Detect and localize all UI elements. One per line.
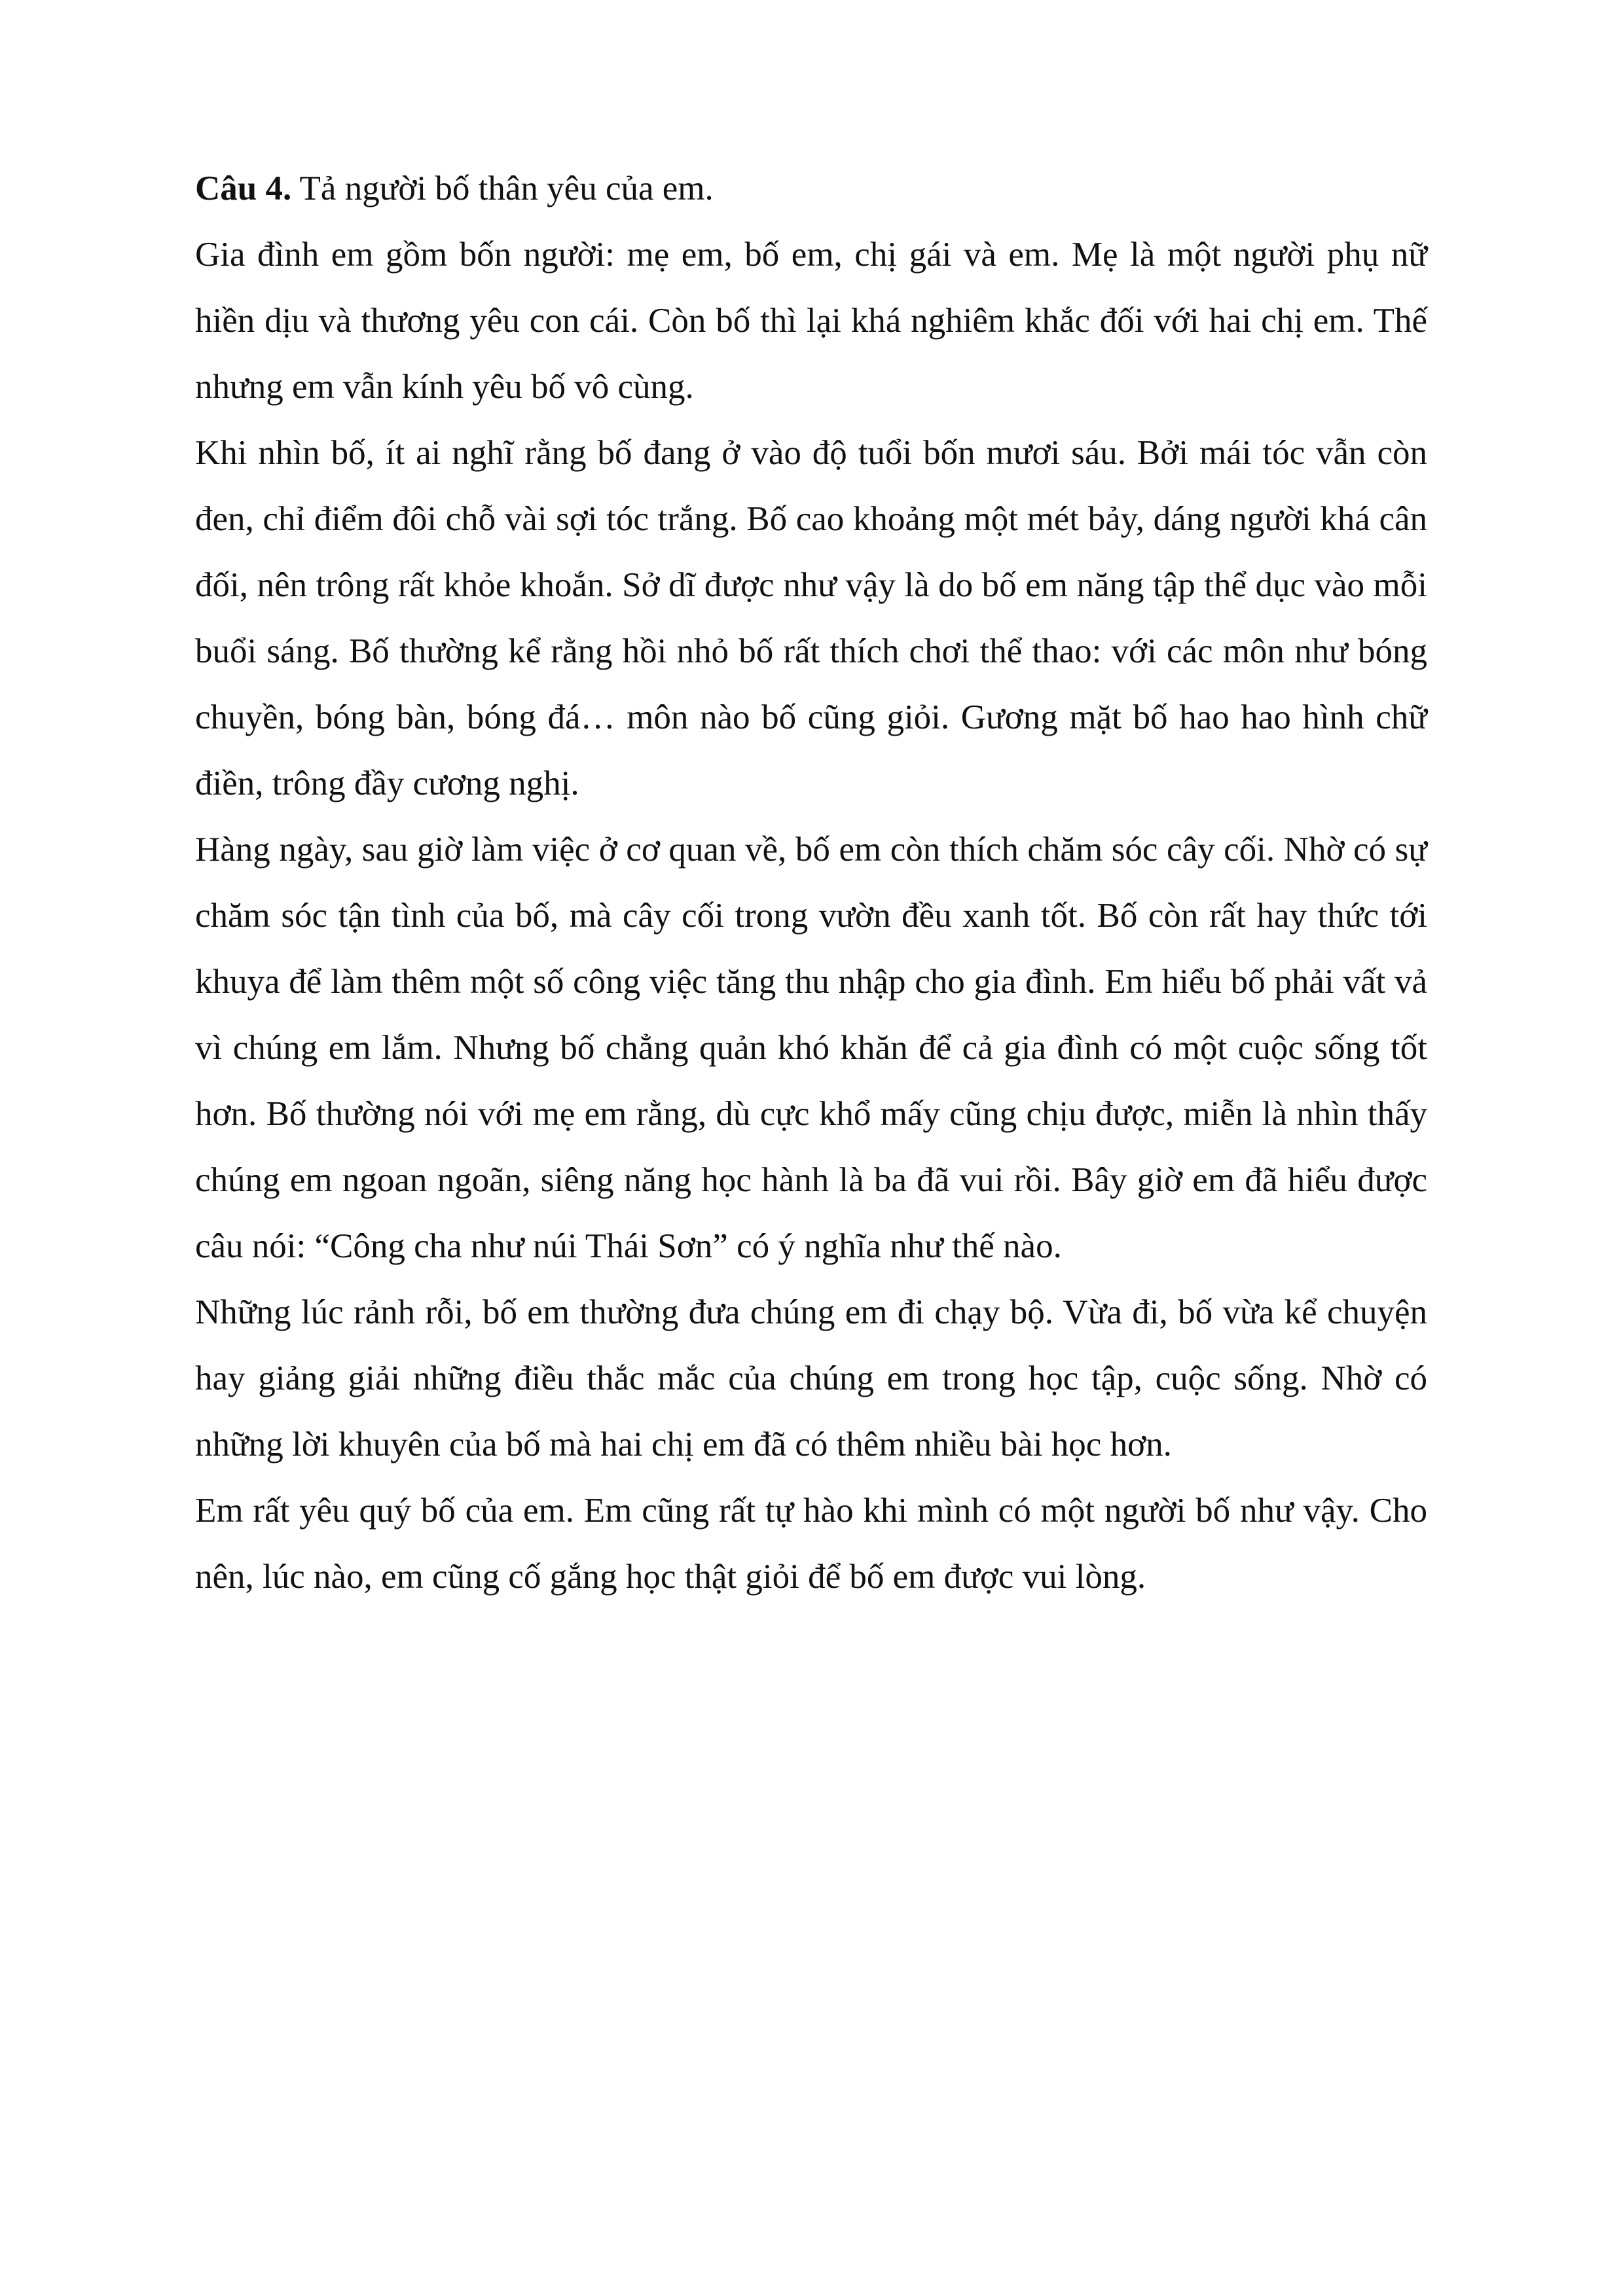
question-text: Tả người bố thân yêu của em. — [291, 170, 714, 207]
paragraph-daily-work: Hàng ngày, sau giờ làm việc ở cơ quan về, bố em còn thích chăm sóc cây cối. Nhờ có sự chăm sóc tận tình của bố, mà cây cối trong vườn đều xanh tốt. Bố còn rất hay thức tới khuya để làm thêm một số công việc tăng thu nhập cho gia đình. Em hiểu bố phải vất vả vì chúng em lắm. Nhưng bố chẳng quản khó khăn để cả gia đình có một cuộc sống tốt hơn. Bố thường nói với mẹ em rằng, dù cực khổ mấy cũng chịu được, miễn là nhìn thấy chúng em ngoan ngoãn, siêng năng học hành là ba đã vui rồi. Bây giờ em đã hiểu được câu nói: “Công cha như núi Thái Sơn” có ý nghĩa như thế nào. — [195, 831, 1427, 1265]
question-label: Câu 4. — [195, 170, 292, 207]
paragraph-conclusion: Em rất yêu quý bố của em. Em cũng rất tự hào khi mình có một người bố như vậy. Cho nên, lúc nào, em cũng cố gắng học thật giỏi để bố em được vui lòng. — [195, 1492, 1427, 1596]
paragraph-family: Gia đình em gồm bốn người: mẹ em, bố em, chị gái và em. Mẹ là một người phụ nữ hiền dịu và thương yêu con cái. Còn bố thì lại khá nghiêm khắc đối với hai chị em. Thế nhưng em vẫn kính yêu bố vô cùng. — [195, 236, 1427, 406]
paragraph-free-time: Những lúc rảnh rỗi, bố em thường đưa chúng em đi chạy bộ. Vừa đi, bố vừa kể chuyện hay giảng giải những điều thắc mắc của chúng em trong học tập, cuộc sống. Nhờ có những lời khuyên của bố mà hai chị em đã có thêm nhiều bài học hơn. — [195, 1293, 1427, 1463]
document-body — [195, 156, 1427, 1610]
paragraph-appearance: Khi nhìn bố, ít ai nghĩ rằng bố đang ở vào độ tuổi bốn mươi sáu. Bởi mái tóc vẫn còn đen, chỉ điểm đôi chỗ vài sợi tóc trắng. Bố cao khoảng một mét bảy, dáng người khá cân đối, nên trông rất khỏe khoắn. Sở dĩ được như vậy là do bố em năng tập thể dục vào mỗi buổi sáng. Bố thường kể rằng hồi nhỏ bố rất thích chơi thể thao: với các môn như bóng chuyền, bóng bàn, bóng đá… môn nào bố cũng giỏi. Gương mặt bố hao hao hình chữ điền, trông đầy cương nghị. — [195, 434, 1427, 802]
question-heading — [195, 156, 1427, 222]
